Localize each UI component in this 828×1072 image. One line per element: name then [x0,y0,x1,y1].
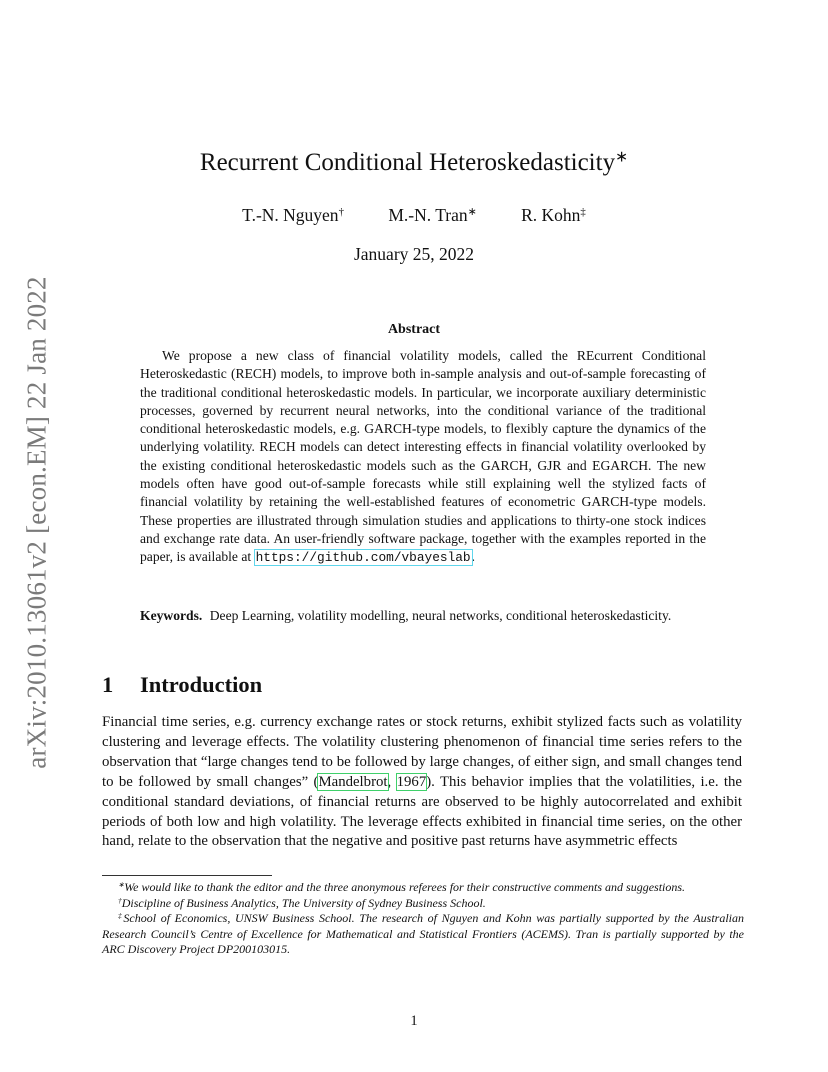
arxiv-identifier-text: arXiv:2010.13061v2 [econ.EM] 22 Jan 2022 [21,276,52,769]
keywords-label: Keywords. [140,608,203,623]
keywords-text: Deep Learning, volatility modelling, neural networks, conditional heteroskedasticity. [209,608,672,623]
author-name: M.-N. Tran [388,205,468,225]
footnotes [102,880,744,958]
citation-link-author[interactable]: Mandelbrot [318,773,388,790]
author-footnote-marker[interactable]: ∗ [467,206,477,219]
arxiv-identifier-stamp [12,270,62,775]
paper-title [0,147,828,179]
intro-text-after-citation: ). This behavior implies that the volatilities, i.e. the conditional standard deviations, of financial returns are observed to be highly autocorrelated and exhibit periods of both low and high volatility. The leverage effects exhibited in financial time series, on the other hand, relate to the observation that the negative and positive past returns have asymmetric effects [102,773,742,850]
author-footnote-marker[interactable]: † [338,206,344,219]
abstract-body [140,347,706,568]
footnote-marker: ‡ [118,910,124,920]
author-list [0,203,828,227]
author-name: R. Kohn [521,205,581,225]
introduction-paragraph [102,713,742,852]
abstract-text: We propose a new class of financial volatility models, called the REcurrent Conditional Heteroskedastic (RECH) models, to improve both in-sample analysis and out-of-sample forecasting of the traditional conditional heteroskedastic models. In particular, we incorporate auxiliary deterministic processes, governed by recurrent neural networks, into the conditional variance of the traditional conditional heteroskedastic models, e.g. GARCH-type models, to flexibly capture the dynamics of the underlying volatility. RECH models can detect interesting effects in financial volatility overlooked by the existing conditional heteroskedastic models such as the GARCH, GJR and EGARCH. The new models often have good out-of-sample forecasts while still explaining well the stylized facts of financial volatility by retaining the well-established features of econometric GARCH-type models. These properties are illustrated through simulation studies and applications to thirty-one stock indices and exchange rate data. An user-friendly software package, together with the examples reported in the paper, is available at [140,348,706,565]
footnote-text: School of Economics, UNSW Business School. The research of Nguyen and Kohn was partially supported by the Australian Research Council’s Centre of Excellence for Mathematical and Statistical Frontiers (ACEMS). Tran is partially supported by the ARC Discovery Project DP200103015. [102,911,744,956]
author-1 [242,203,344,227]
intro-text-before-citation: Financial time series, e.g. currency exchange rates or stock returns, exhibit stylized facts such as volatility clustering and leverage effects. The volatility clustering phenomenon of financial time series refers to the observation that “large changes tend to be followed by large changes, of either sign, and small changes tend to be followed by small changes” ( [102,714,742,790]
section-heading-introduction [102,670,262,700]
page-number: 1 [410,1013,418,1029]
footnote-marker: † [118,895,122,905]
keywords-block [140,607,706,625]
title-footnote-marker[interactable]: ∗ [615,148,629,166]
section-title: Introduction [140,672,263,697]
footnote-acknowledgement [102,880,744,896]
footnote-affiliation-sydney [102,896,744,912]
footnote-separator-rule [102,875,272,876]
footnote-affiliation-unsw [102,911,744,958]
paper-title-text: Recurrent Conditional Heteroskedasticity [199,149,616,176]
footnote-text: We would like to thank the editor and the three anonymous referees for their constructive comments and suggestions. [124,880,686,894]
abstract-trailing-period: . [471,549,476,565]
abstract-heading: Abstract [387,322,441,337]
author-name: T.-N. Nguyen [242,205,339,225]
publication-date: January 25, 2022 [353,244,475,264]
footnote-text: Discipline of Business Analytics, The University of Sydney Business School. [121,895,486,910]
citation-separator: , [387,773,392,790]
author-2 [388,203,476,227]
github-link[interactable]: https://github.com/vbayeslab [255,550,471,566]
author-3 [521,203,586,227]
section-number: 1 [102,672,114,697]
footnote-marker: ∗ [118,879,125,889]
citation-link-year[interactable]: 1967 [396,773,427,790]
author-footnote-marker[interactable]: ‡ [580,206,586,219]
